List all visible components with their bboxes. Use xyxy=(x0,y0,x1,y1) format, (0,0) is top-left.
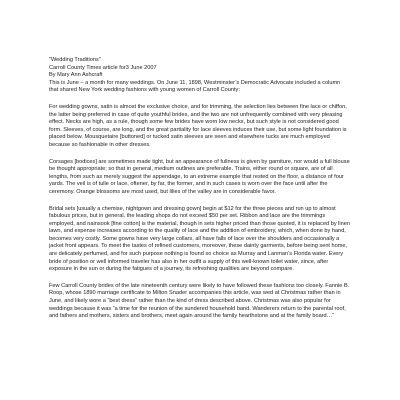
paragraph-wedding-gowns: For wedding gowns, satin is almost the exclusive choice, and for trimming, the selection lies between fine lace or chiffon, the latter being preferred in case of quite youthful brides, and the two are not unfrequently combined with very pleasing effect. Necks are high, as a rule, though some few brides have worn low necks, but such style is not considered good form. Sleeves, of course, are long, and the great partiality for lace sleeves induces their use, but some light foundation is placed below. Mousquetaire [buttoned] or tucked satin sleeves are seen and elsewhere tucks are much employed because so fashionable in other dresses. xyxy=(49,103,347,148)
article-title: "Wedding Traditions" xyxy=(49,57,101,63)
source-line: Carroll County Times article for3 June 2007 xyxy=(49,64,157,71)
paragraph-carroll-county-brides: Few Carroll County brides of the late nineteenth century were likely to have followed these fashions too closely. Fannie B. Roop, whose 1890 marriage certificate to Milton Snader accompanies this article, was wed at Christmas rather than in June, and likely wore a “best dress” rather than the kind of dress described above. Christmas was also popular for weddings because it was “a time for the reunion of the sundered household band. Wanderers return to the parental roof, and fathers and mothers, sisters and brothers, meet again around the family hearthstone and at the family board…” xyxy=(49,282,350,320)
paragraph-bridal-sets: Bridal sets [usually a chemise, nightgown and dressing gown] begin at $12 for the three pieces and run up to almost fabulous prices, but in general, the leading shops do not exceed $50 per set. Ribbon and lace are the trimmings employed, and nainsook [fine cotton] is the material, though in sets higher priced than those quoted, it is replaced by linen lawn, and expense increases according to the quality of lace and the addition of embroidery, which, when done by hand, becomes very costly. Some gowns have very large collars, all have falls of lace over the shoulders and occasionally a jacket front appears. To meet the tastes of refined customers, moreover, these dainty garments, before being sent home, are delicately perfumed, and for such purpose nothing is found so choice as Murray and Lanman’s Florida water. Every bride of position or well informed traveler has also in her outfit a supply of this well-known toilet water, since, after exposure in the sun or during the fatigues of a journey, its refreshing qualities are beyond compare. xyxy=(49,205,351,273)
intro-paragraph: This is June – a month for many weddings. On June 11, 1898, Westminster’s Democratic Advocate included a column that shared New York wedding fashions with young women of Carroll County: xyxy=(49,79,341,94)
byline: By Mary Ann Ashcraft xyxy=(49,72,103,79)
paragraph-corsages: Corsages [bodices] are sometimes made tight, but an appearance of fullness is given by garniture, nor would a full blouse be thought appropriate; so that in general, medium outlines are preferable. Trains, either round or square, are of all lengths, from such as merely suggest the appendage, to an extreme example that rested on the floor, a distance of four yards. The veil is of tulle or lace, oftener, by far, the former, and in such cases is worn over the face until after the ceremony. Orange blossoms are most used, but lilies of the valley are in considerable favor. xyxy=(49,158,350,195)
